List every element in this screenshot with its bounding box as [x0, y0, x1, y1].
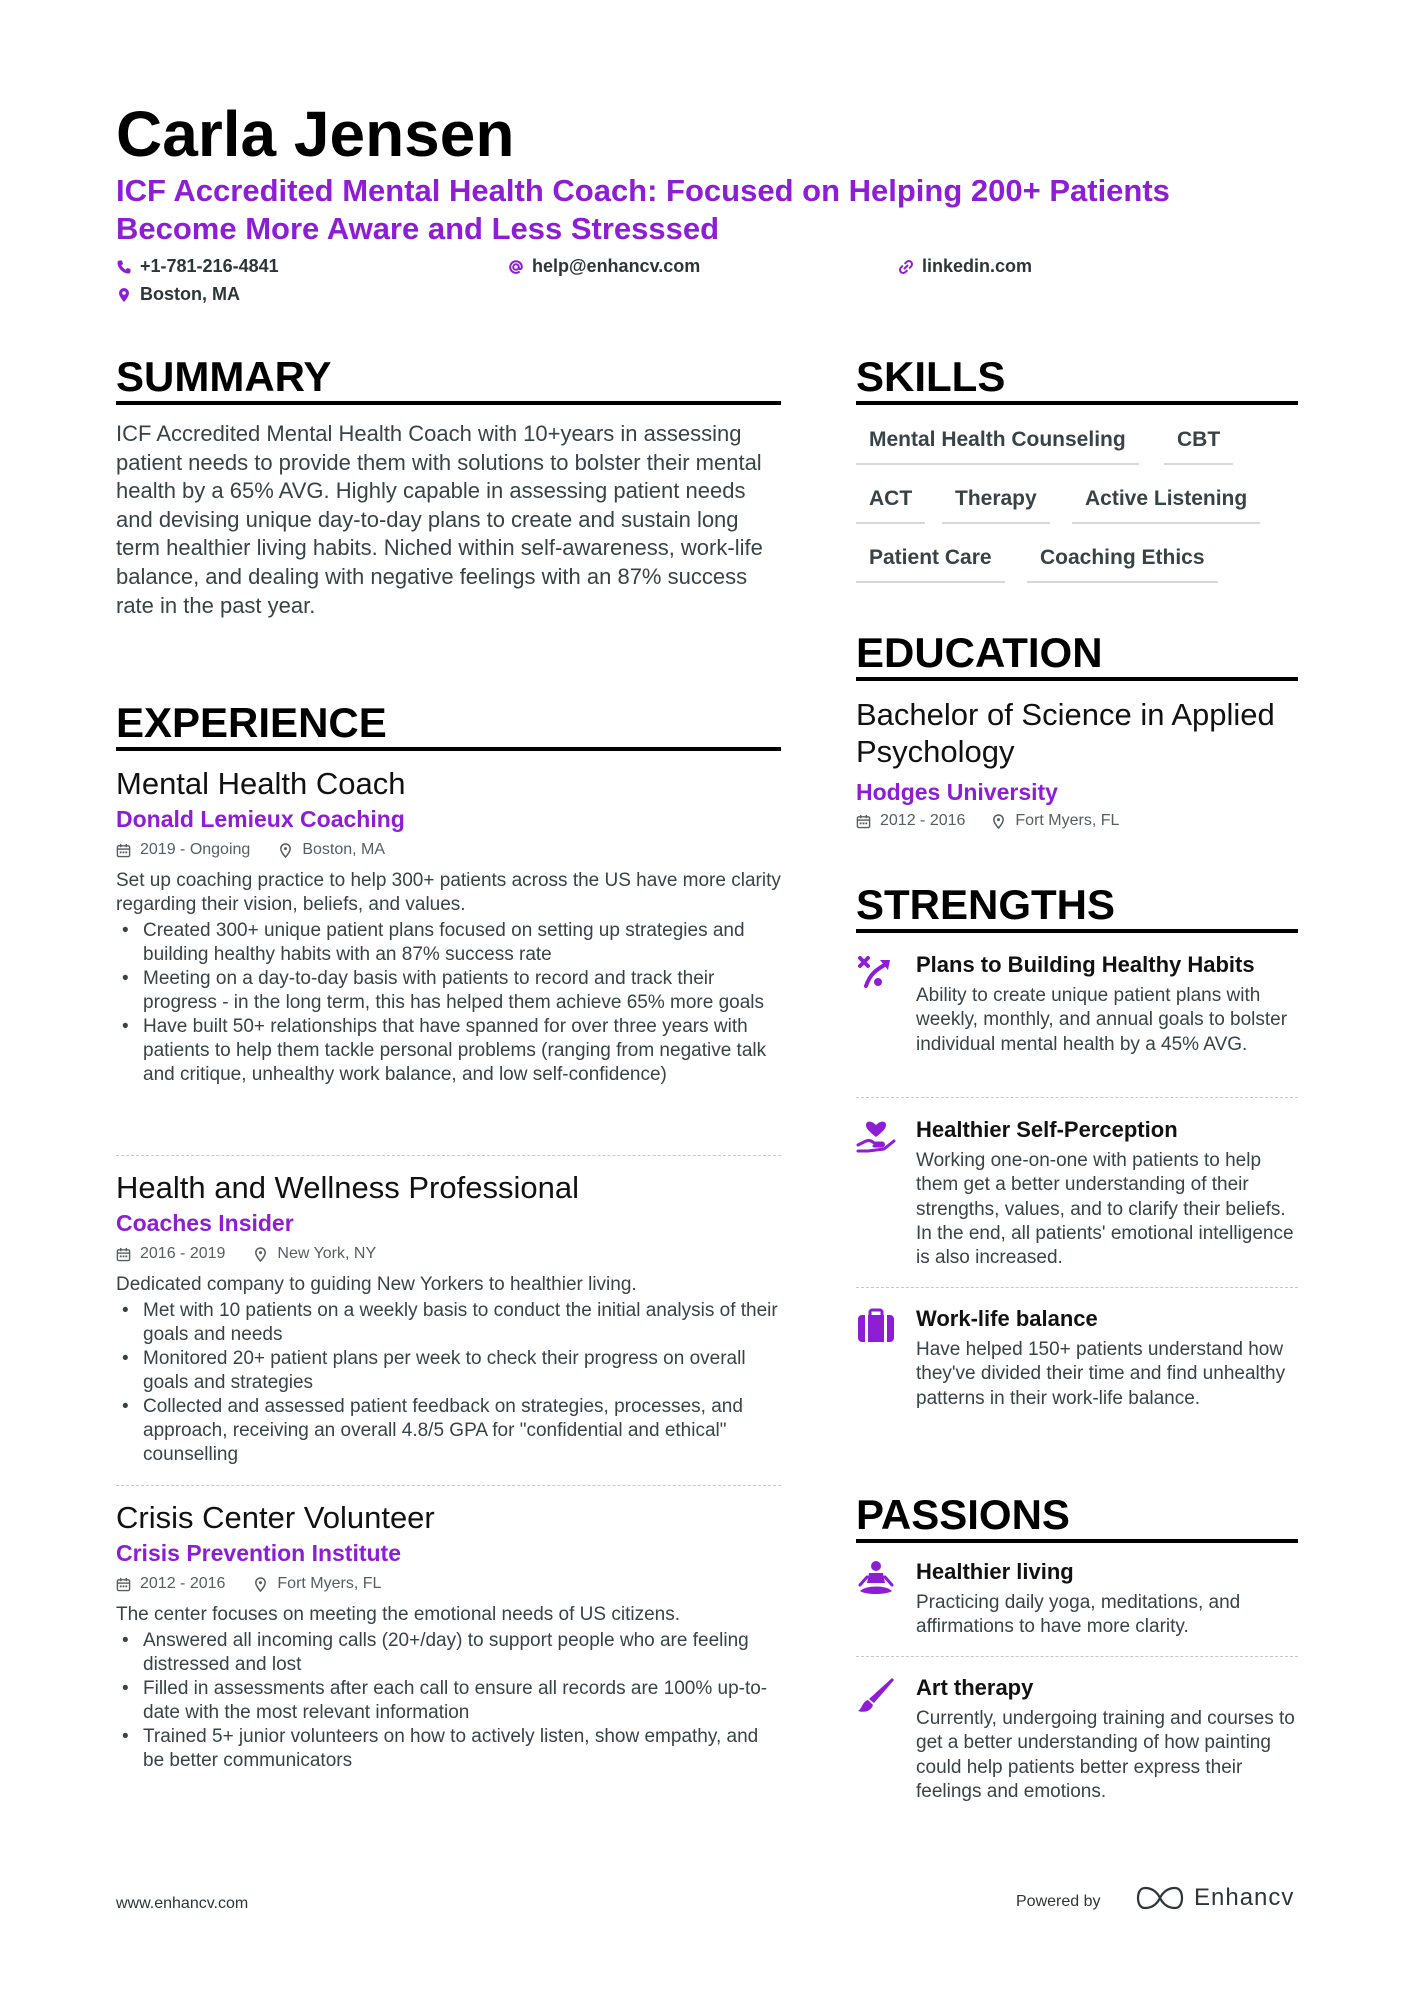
map-pin-icon	[278, 843, 293, 858]
email-contact[interactable]	[508, 256, 700, 277]
education-dates: 2012 - 2016	[880, 812, 966, 829]
calendar-icon	[116, 1247, 131, 1262]
briefcase-icon	[856, 1306, 896, 1346]
job-dates: 2016 - 2019	[140, 1245, 226, 1262]
job-meta	[116, 837, 781, 863]
skill-tag: ACT	[856, 485, 925, 524]
strength-title: Plans to Building Healthy Habits	[916, 952, 1255, 977]
education-meta	[856, 808, 1119, 834]
brand-logo[interactable]	[1136, 1884, 1294, 1912]
link-icon	[898, 259, 914, 275]
job-meta	[116, 1241, 781, 1267]
email-text: help@enhancv.com	[532, 256, 701, 276]
job-dates: 2012 - 2016	[140, 1575, 226, 1592]
job-bullet: • Created 300+ unique patient plans focused on setting up strategies and building healthy habits with an 87% success rate	[116, 919, 781, 967]
experience-heading: EXPERIENCE	[116, 699, 387, 746]
education-heading: EDUCATION	[856, 629, 1103, 676]
education-rule	[856, 677, 1298, 681]
experience-entry	[116, 1169, 781, 1467]
passion-item	[856, 1557, 1296, 1667]
brand-name: Enhancv	[1194, 1884, 1295, 1911]
skill-tag: Coaching Ethics	[1027, 544, 1218, 583]
item-divider	[856, 1287, 1298, 1288]
strength-item	[856, 1115, 1296, 1285]
job-bullets	[116, 919, 781, 1087]
job-bullet: • Meeting on a day-to-day basis with patients to record and track their progress - in the long term, this has helped them achieve 65% more goals	[116, 967, 781, 1015]
location-text: Boston, MA	[140, 284, 240, 304]
job-title: Health and Wellness Professional	[116, 1170, 579, 1205]
phone-contact[interactable]	[116, 256, 279, 277]
map-pin-icon	[253, 1577, 268, 1592]
job-bullet: • Monitored 20+ patient plans per week to check their progress on overall goals and strategies	[116, 1347, 781, 1395]
job-bullet: • Have built 50+ relationships that have spanned for over three years with patients to help them tackle personal problems (ranging from negative talk and critique, unhealthy work balance, and low self-confidence)	[116, 1015, 781, 1087]
school-name: Hodges University	[856, 779, 1058, 805]
entry-divider	[116, 1155, 781, 1156]
degree-title: Bachelor of Science in Applied Psychology	[856, 697, 1275, 769]
map-pin-icon	[253, 1247, 268, 1262]
job-bullets	[116, 1629, 781, 1773]
skill-tag: CBT	[1164, 426, 1233, 465]
strengths-heading: STRENGTHS	[856, 881, 1116, 928]
job-title: Mental Health Coach	[116, 766, 406, 801]
summary-rule	[116, 401, 781, 405]
map-pin-icon	[116, 287, 132, 303]
job-dates: 2019 - Ongoing	[140, 841, 251, 858]
headline: ICF Accredited Mental Health Coach: Focused on Helping 200+ Patients Become More Aware and Less Stresssed	[116, 173, 1170, 246]
skill-tag: Therapy	[942, 485, 1050, 524]
job-location: New York, NY	[277, 1245, 377, 1262]
candidate-name: Carla Jensen	[116, 98, 515, 170]
job-description: The center focuses on meeting the emotional needs of US citizens.	[116, 1604, 680, 1625]
skill-tag: Patient Care	[856, 544, 1005, 583]
job-bullet: • Filled in assessments after each call to ensure all records are 100% up-to-date with the most relevant information	[116, 1677, 781, 1725]
phone-text: +1-781-216-4841	[140, 256, 279, 276]
education-location: Fort Myers, FL	[1015, 812, 1120, 829]
location-contact	[116, 284, 240, 305]
website-contact[interactable]	[898, 256, 1032, 277]
job-title: Crisis Center Volunteer	[116, 1500, 435, 1535]
strength-description: Working one-on-one with patients to help them get a better understanding of their strengths, values, and to clarify their beliefs. In the end, all patients' emotional intelligence is also increased.	[916, 1150, 1294, 1269]
strategy-icon	[856, 952, 896, 992]
entry-divider	[116, 1485, 781, 1486]
passion-title: Art therapy	[916, 1675, 1034, 1700]
job-location: Boston, MA	[302, 841, 386, 858]
item-divider	[856, 1097, 1298, 1098]
map-pin-icon	[991, 814, 1006, 829]
strength-item	[856, 1304, 1296, 1444]
passion-item	[856, 1673, 1296, 1813]
skills-rule	[856, 401, 1298, 405]
hand-heart-icon	[856, 1117, 896, 1157]
summary-text: ICF Accredited Mental Health Coach with 10+years in assessing patient needs to provide them with solutions to bolster their mental health by a 65% AVG. Highly capable in assessing patient needs and devising unique day-to-day plans to create and sustain long term healthier living habits. Niched within self-awareness, work-life balance, and dealing with negative feelings with an 87% success rate in the past year.	[116, 421, 763, 618]
strength-title: Work-life balance	[916, 1306, 1098, 1331]
skill-tag: Mental Health Counseling	[856, 426, 1139, 465]
job-bullet: • Met with 10 patients on a weekly basis to conduct the initial analysis of their goals and needs	[116, 1299, 781, 1347]
job-description: Dedicated company to guiding New Yorkers to healthier living.	[116, 1274, 637, 1295]
job-meta	[116, 1571, 781, 1597]
experience-rule	[116, 747, 781, 751]
at-icon	[508, 259, 524, 275]
job-description: Set up coaching practice to help 300+ patients across the US have more clarity regarding their vision, beliefs, and values.	[116, 870, 781, 915]
strengths-rule	[856, 929, 1298, 933]
strength-description: Ability to create unique patient plans with weekly, monthly, and annual goals to bolster individual mental health by a 45% AVG.	[916, 985, 1288, 1055]
job-bullet: • Collected and assessed patient feedback on strategies, processes, and approach, receiving an overall 4.8/5 GPA for "confidential and ethical" counselling	[116, 1395, 781, 1467]
strength-item	[856, 950, 1296, 1090]
job-bullet: • Trained 5+ junior volunteers on how to actively listen, show empathy, and be better communicators	[116, 1725, 781, 1773]
job-bullet: • Answered all incoming calls (20+/day) to support people who are feeling distressed and lost	[116, 1629, 781, 1677]
job-company: Coaches Insider	[116, 1210, 294, 1236]
strength-title: Healthier Self-Perception	[916, 1117, 1178, 1142]
calendar-icon	[116, 1577, 131, 1592]
meditation-icon	[856, 1559, 896, 1599]
job-company: Donald Lemieux Coaching	[116, 806, 405, 832]
summary-heading: SUMMARY	[116, 353, 332, 400]
job-bullets	[116, 1299, 781, 1467]
calendar-icon	[856, 814, 871, 829]
job-company: Crisis Prevention Institute	[116, 1540, 402, 1566]
passion-title: Healthier living	[916, 1559, 1074, 1584]
passions-rule	[856, 1539, 1298, 1543]
calendar-icon	[116, 843, 131, 858]
experience-entry	[116, 765, 781, 1087]
enhancv-logo-icon	[1136, 1885, 1184, 1911]
job-location: Fort Myers, FL	[277, 1575, 382, 1592]
phone-icon	[116, 259, 132, 275]
strength-description: Have helped 150+ patients understand how they've divided their time and find unhealthy patterns in their work-life balance.	[916, 1339, 1286, 1409]
skills-heading: SKILLS	[856, 353, 1006, 400]
passion-description: Currently, undergoing training and courses to get a better understanding of how painting could help patients better express their feelings and emotions.	[916, 1708, 1295, 1802]
powered-by-label: Powered by	[1016, 1893, 1101, 1910]
paintbrush-icon	[856, 1675, 896, 1715]
website-text: linkedin.com	[922, 256, 1033, 276]
item-divider	[856, 1656, 1298, 1657]
passions-heading: PASSIONS	[856, 1491, 1070, 1538]
skill-tag: Active Listening	[1072, 485, 1260, 524]
passion-description: Practicing daily yoga, meditations, and affirmations to have more clarity.	[916, 1592, 1241, 1638]
experience-entry	[116, 1499, 781, 1773]
footer-url[interactable]: www.enhancv.com	[116, 1895, 249, 1912]
